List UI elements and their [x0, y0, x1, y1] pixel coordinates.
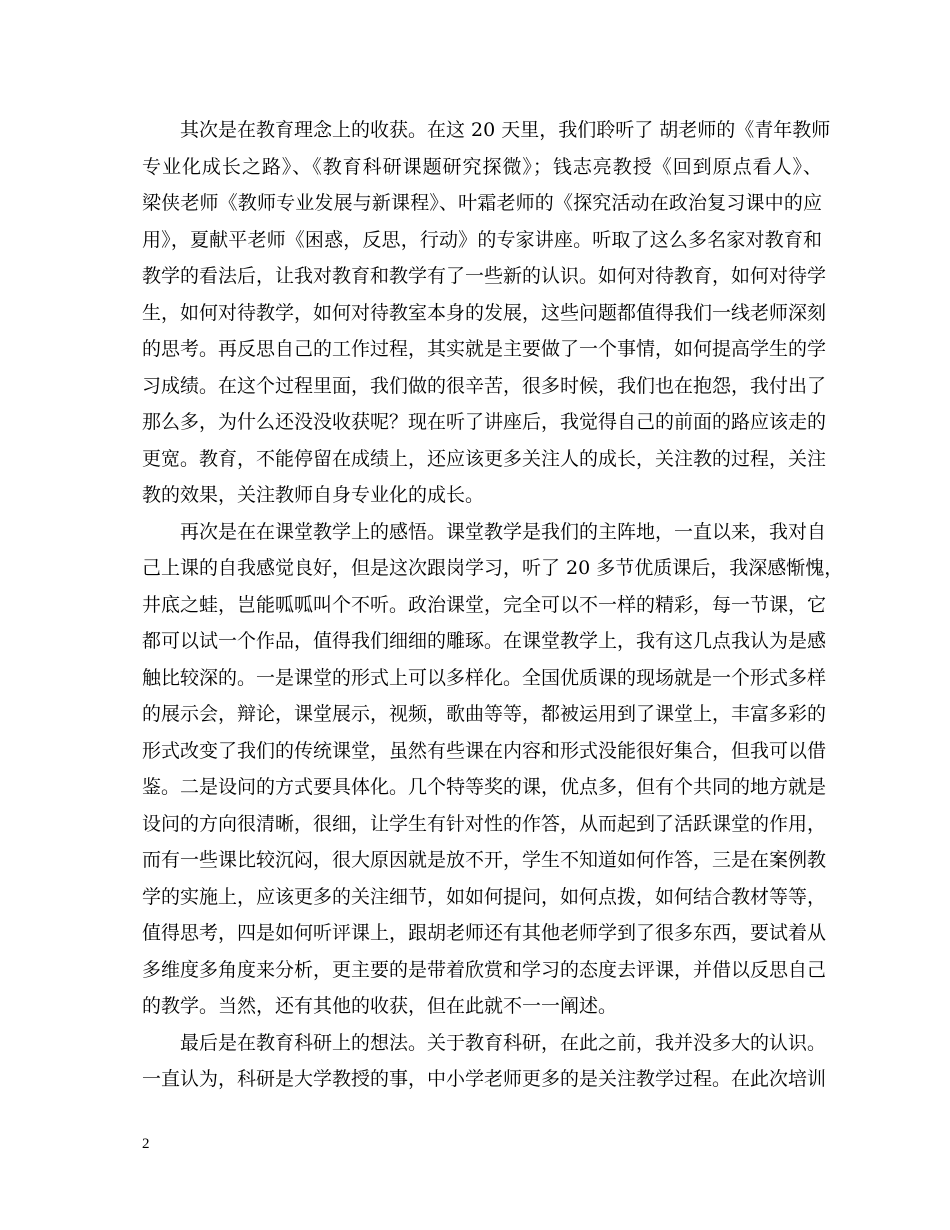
text-line: 值得思考，四是如何听评课上，跟胡老师还有其他老师学到了很多东西，要试着从 — [142, 922, 827, 944]
text-line: 教的效果，关注教师自身专业化的成长。 — [142, 484, 485, 506]
text-line: 井底之蛙，岂能呱呱叫个不听。政治课堂，完全可以不一样的精彩，每一节课，它 — [142, 593, 827, 616]
text-line: 那么多，为什么还没没收获呢？现在听了讲座后，我觉得自己的前面的路应该走的 — [142, 411, 827, 433]
text-line: 设问的方向很清晰，很细，让学生有针对性的作答，从而起到了活跃课堂的作用， — [142, 812, 827, 835]
text-line: 触比较深的。一是课堂的形式上可以多样化。全国优质课的现场就是一个形式多样 — [142, 666, 827, 689]
text-line: 鉴。二是设问的方式要具体化。几个特等奖的课，优点多，但有个共同的地方就是 — [142, 776, 827, 798]
text-line: 的思考。再反思自己的工作过程，其实就是主要做了一个事情，如何提高学生的学 — [142, 338, 827, 360]
text-line: 教学的看法后，让我对教育和教学有了一些新的认识。如何对待教育，如何对待学 — [142, 265, 827, 287]
text-line: 都可以试一个作品，值得我们细细的雕琢。在课堂教学上，我有这几点我认为是感 — [142, 630, 827, 652]
text-line: 的教学。当然，还有其他的收获，但在此就不一一阐述。 — [142, 995, 618, 1017]
text-line: 更宽。教育，不能停留在成绩上，还应该更多关注人的成长，关注教的过程，关注 — [142, 447, 827, 470]
text-line: 专业化成长之路》、《教育科研课题研究探微》；钱志亮教授《回到原点看人》、 — [142, 155, 822, 178]
text-line: 再次是在在课堂教学上的感悟。课堂教学是我们的主阵地，一直以来，我对自 — [180, 520, 827, 543]
text-line: 形式改变了我们的传统课堂，虽然有些课在内容和形式没能很好集合，但我可以借 — [142, 739, 827, 762]
text-line: 用》，夏献平老师《困惑，反思，行动》的专家讲座。听取了这么多名家对教育和 — [142, 228, 822, 251]
text-line: 学的实施上，应该更多的关注细节，如如何提问，如何点拨，如何结合教材等等， — [142, 885, 827, 908]
page-number: 2 — [142, 1136, 150, 1152]
text-line: 生，如何对待教学，如何对待教室本身的发展，这些问题都值得我们一线老师深刻 — [142, 301, 827, 324]
text-line: 梁侠老师《教师专业发展与新课程》、叶霜老师的《探究活动在政治复习课中的应 — [142, 192, 822, 214]
text-line: 最后是在教育科研上的想法。关于教育科研，在此之前，我并没多大的认识。 — [180, 1031, 827, 1054]
text-line: 一直认为，科研是大学教授的事，中小学老师更多的是关注教学过程。在此次培训 — [142, 1068, 827, 1090]
text-line: 多维度多角度来分析，更主要的是带着欣赏和学习的态度去评课，并借以反思自己 — [142, 958, 827, 981]
text-line: 其次是在教育理念上的收获。在这 20 天里，我们聆听了 胡老师的《青年教师 — [180, 119, 831, 141]
paragraph — [142, 514, 844, 1025]
text-line: 而有一些课比较沉闷，很大原因就是放不开，学生不知道如何作答，三是在案例教 — [142, 849, 827, 871]
paragraph — [142, 112, 831, 514]
text-line: 习成绩。在这个过程里面，我们做的很辛苦，很多时候，我们也在抱怨，我付出了 — [142, 374, 827, 397]
document-body — [142, 112, 844, 1098]
paragraph — [142, 1025, 827, 1098]
text-line: 的展示会，辩论，课堂展示，视频，歌曲等等，都被运用到了课堂上，丰富多彩的 — [142, 703, 827, 725]
text-line: 己上课的自我感觉良好，但是这次跟岗学习，听了 20 多节优质课后，我深感惭愧， — [142, 557, 844, 579]
